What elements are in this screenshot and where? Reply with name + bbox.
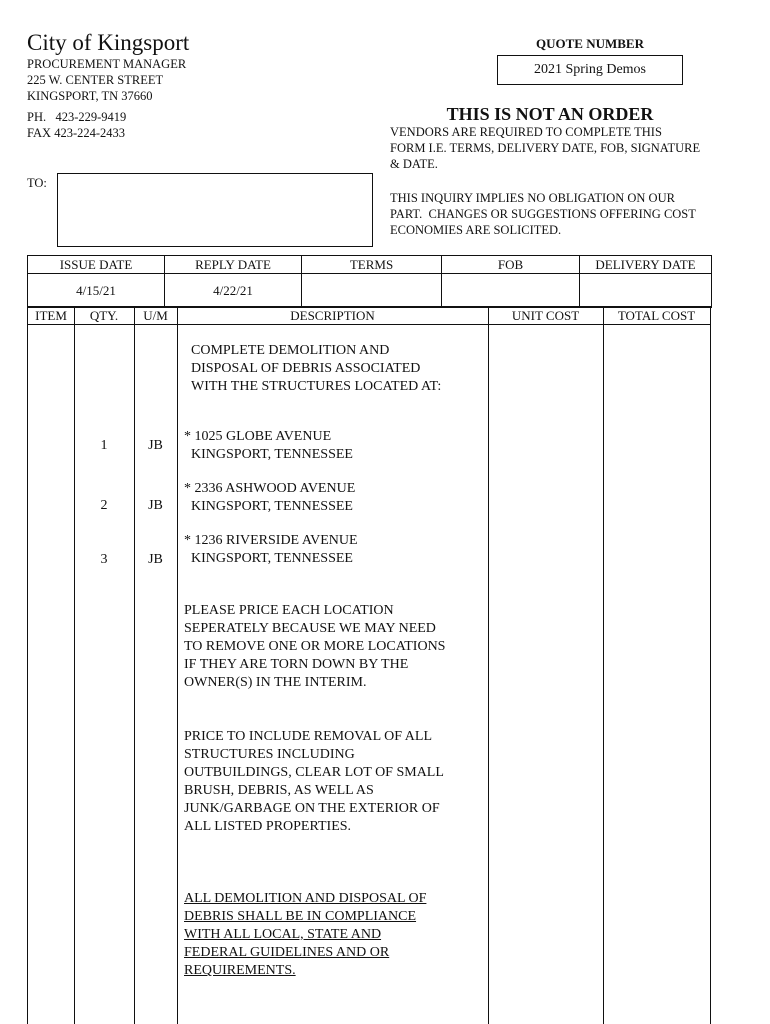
column-divider	[177, 306, 178, 1024]
item-description	[184, 480, 355, 516]
note-line: OUTBUILDINGS, CLEAR LOT OF SMALL	[184, 765, 444, 780]
column-header-description: DESCRIPTION	[290, 308, 375, 323]
column-header-issue-date: ISSUE DATE	[28, 256, 165, 274]
item-qty: 2	[100, 498, 108, 513]
header-row	[28, 256, 712, 274]
column-divider	[603, 306, 604, 1024]
to-address-box[interactable]	[57, 173, 373, 247]
issue-date-value: 4/15/21	[28, 274, 165, 308]
item-description	[184, 532, 358, 568]
issuer-name: City of Kingsport	[27, 30, 190, 55]
quote-header-table	[27, 255, 712, 308]
column-header-reply-date: REPLY DATE	[165, 256, 302, 274]
vendor-notice	[390, 124, 700, 172]
note-line: WITH ALL LOCAL, STATE AND	[184, 927, 382, 942]
address-line: 225 W. CENTER STREET	[27, 73, 164, 87]
address-line: PROCUREMENT MANAGER	[27, 57, 187, 71]
note-line: PRICE TO INCLUDE REMOVAL OF ALL	[184, 729, 433, 744]
notice-line: VENDORS ARE REQUIRED TO COMPLETE THIS	[390, 125, 662, 139]
inquiry-line: PART. CHANGES OR SUGGESTIONS OFFERING COST	[390, 207, 696, 221]
issuer-contact	[27, 109, 126, 141]
note-line: JUNK/GARBAGE ON THE EXTERIOR OF	[184, 801, 440, 816]
column-divider	[488, 306, 489, 1024]
delivery-date-field[interactable]	[580, 274, 712, 308]
compliance-note	[184, 890, 426, 980]
issuer-address	[27, 56, 186, 104]
inquiry-line: ECONOMIES ARE SOLICITED.	[390, 223, 562, 237]
pricing-note	[184, 602, 445, 692]
description-line: KINGSPORT, TENNESSEE	[184, 447, 353, 462]
description-line: DISPOSAL OF DEBRIS ASSOCIATED	[191, 361, 421, 376]
description-line: * 2336 ASHWOOD AVENUE	[184, 481, 356, 496]
note-line: FEDERAL GUIDELINES AND OR	[184, 945, 390, 960]
note-line: ALL DEMOLITION AND DISPOSAL OF	[184, 891, 427, 906]
description-line: * 1025 GLOBE AVENUE	[184, 429, 332, 444]
fax-number: FAX 423-224-2433	[27, 126, 126, 140]
item-qty: 1	[100, 438, 108, 453]
note-line: STRUCTURES INCLUDING	[184, 747, 355, 762]
not-an-order-heading: THIS IS NOT AN ORDER	[446, 104, 654, 124]
column-header-unit-cost: UNIT COST	[511, 308, 580, 323]
inquiry-line: THIS INQUIRY IMPLIES NO OBLIGATION ON OUR	[390, 191, 675, 205]
description-line: COMPLETE DEMOLITION AND	[191, 343, 390, 358]
value-row	[28, 274, 712, 308]
description-intro	[191, 342, 441, 396]
items-table	[27, 306, 711, 1024]
note-line: PLEASE PRICE EACH LOCATION	[184, 603, 394, 618]
note-line: BRUSH, DEBRIS, AS WELL AS	[184, 783, 374, 798]
scope-note	[184, 728, 444, 836]
item-um: JB	[148, 552, 163, 567]
column-header-terms: TERMS	[302, 256, 442, 274]
address-line: KINGSPORT, TN 37660	[27, 89, 153, 103]
quote-number-value: 2021 Spring Demos	[534, 62, 646, 77]
note-line: SEPERATELY BECAUSE WE MAY NEED	[184, 621, 436, 636]
column-header-delivery-date: DELIVERY DATE	[580, 256, 712, 274]
inquiry-notice	[390, 190, 696, 238]
note-line: DEBRIS SHALL BE IN COMPLIANCE	[184, 909, 417, 924]
description-line: KINGSPORT, TENNESSEE	[184, 551, 353, 566]
note-line: ALL LISTED PROPERTIES.	[184, 819, 352, 834]
fob-field[interactable]	[442, 274, 580, 308]
column-divider	[134, 306, 135, 1024]
note-line: IF THEY ARE TORN DOWN BY THE	[184, 657, 409, 672]
quote-number-box	[497, 55, 683, 85]
column-header-um: U/M	[143, 308, 168, 323]
item-description	[184, 428, 353, 464]
items-header-row	[28, 306, 710, 325]
note-line: REQUIREMENTS.	[184, 963, 296, 978]
to-label: TO:	[27, 176, 47, 190]
description-line: KINGSPORT, TENNESSEE	[184, 499, 353, 514]
notice-line: & DATE.	[390, 157, 438, 171]
item-qty: 3	[100, 552, 108, 567]
item-um: JB	[148, 498, 163, 513]
description-line: WITH THE STRUCTURES LOCATED AT:	[191, 379, 442, 394]
note-line: TO REMOVE ONE OR MORE LOCATIONS	[184, 639, 446, 654]
terms-field[interactable]	[302, 274, 442, 308]
column-header-fob: FOB	[442, 256, 580, 274]
reply-date-value: 4/22/21	[165, 274, 302, 308]
item-um: JB	[148, 438, 163, 453]
notice-line: FORM I.E. TERMS, DELIVERY DATE, FOB, SIGNATURE	[390, 141, 701, 155]
column-divider	[74, 306, 75, 1024]
note-line: OWNER(S) IN THE INTERIM.	[184, 675, 367, 690]
column-header-item: ITEM	[35, 308, 67, 323]
description-line: * 1236 RIVERSIDE AVENUE	[184, 533, 358, 548]
column-header-total-cost: TOTAL COST	[617, 308, 696, 323]
phone-number: PH. 423-229-9419	[27, 110, 127, 124]
column-header-qty: QTY.	[89, 308, 119, 323]
quote-number-label: QUOTE NUMBER	[536, 36, 644, 51]
